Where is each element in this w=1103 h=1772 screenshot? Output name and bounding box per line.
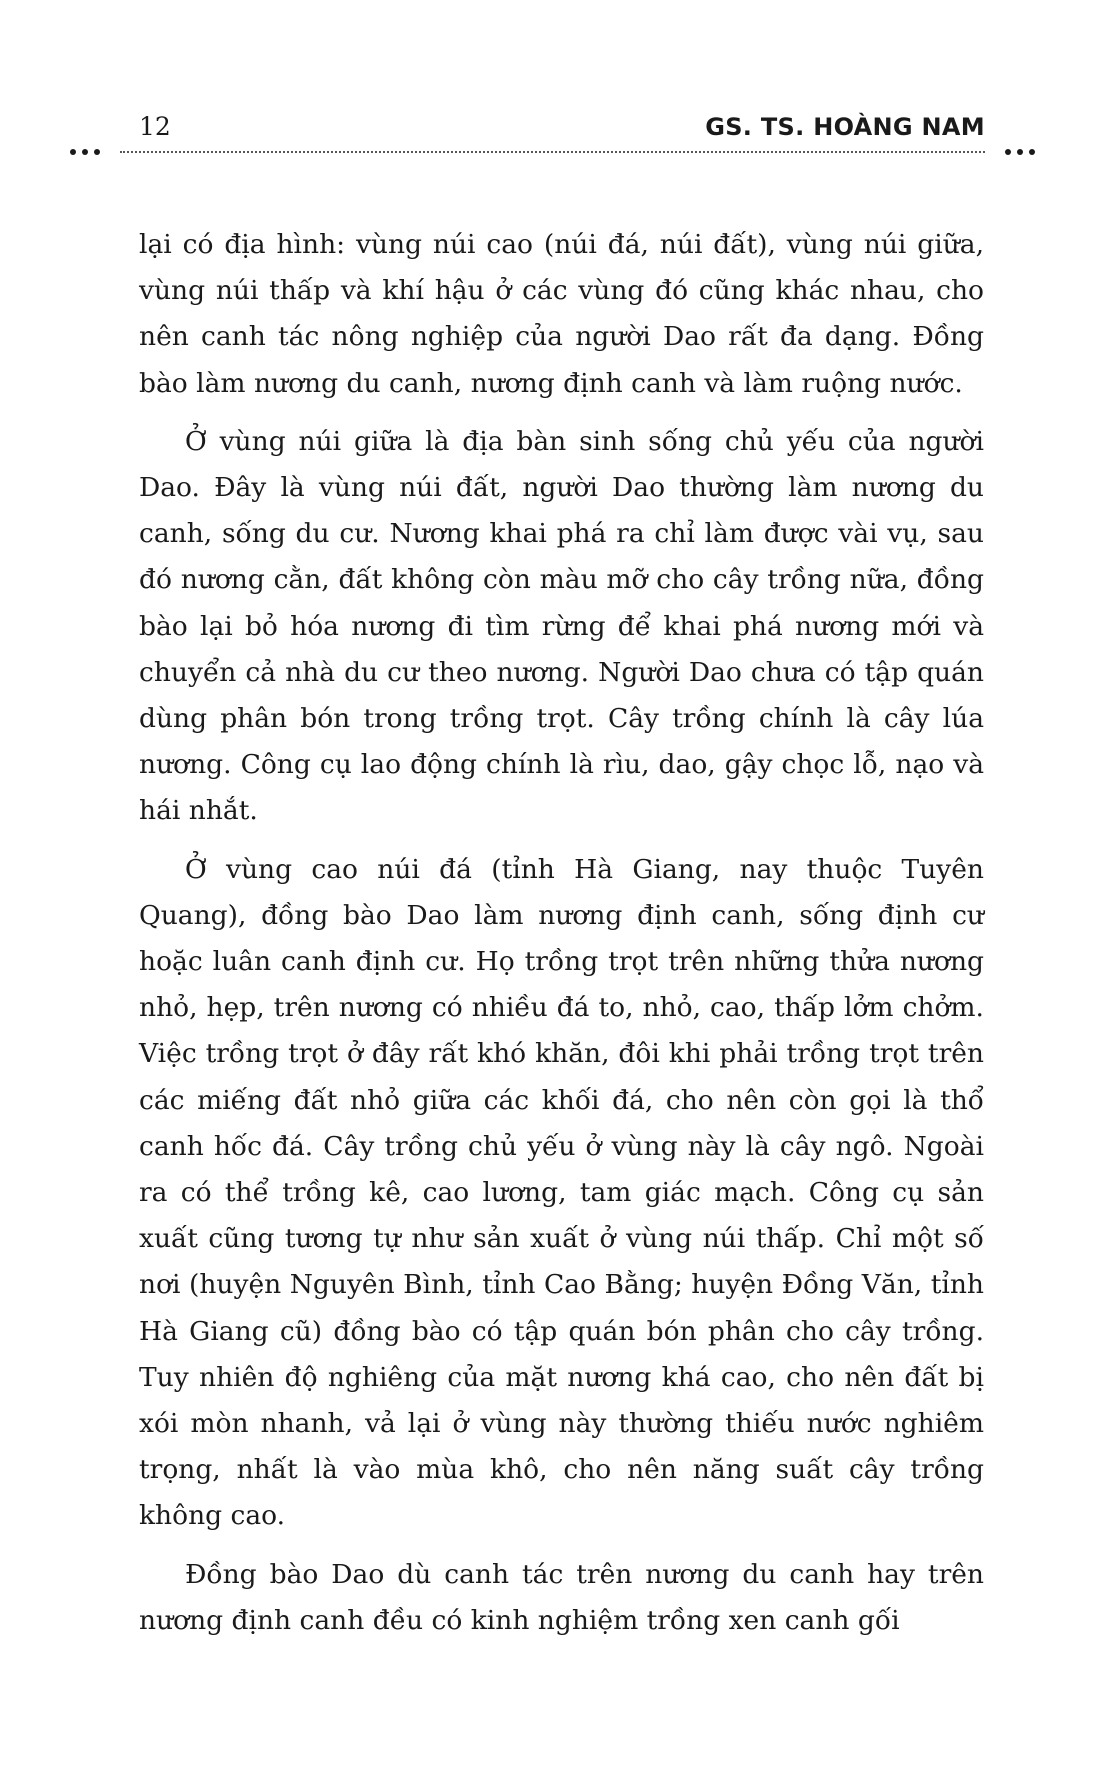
paragraph: Đồng bào Dao dù canh tác trên nương du canh hay trên nương định canh đều có kinh nghiệm trồng xen canh gối: [139, 1558, 984, 1636]
rule-dots-left: [70, 149, 100, 155]
header-rule: [70, 148, 1035, 156]
page-header: [70, 112, 1035, 152]
paragraph: Ở vùng núi giữa là địa bàn sinh sống chủ yếu của người Dao. Đây là vùng núi đất, người Dao thường làm nương du canh, sống du cư. Nương khai phá ra chỉ làm được vài vụ, sau đó nương cằn, đất không còn màu mỡ cho cây trồng nữa, đồng bào lại bỏ hóa nương đi tìm rừng để khai phá nương mới và chuyển cả nhà du cư theo nương. Người Dao chưa có tập quán dùng phân bón trong trồng trọt. Cây trồng chính là cây lúa nương. Công cụ lao động chính là rìu, dao, gậy chọc lỗ, nạo và hái nhắt.: [139, 425, 984, 827]
rule-dotted-line: [120, 151, 985, 153]
running-head: GS. TS. HOÀNG NAM: [705, 113, 985, 141]
paragraph: Ở vùng cao núi đá (tỉnh Hà Giang, nay thuộc Tuyên Quang), đồng bào Dao làm nương định canh, sống định cư hoặc luân canh định cư. Họ trồng trọt trên những thửa nương nhỏ, hẹp, trên nương có nhiều đá to, nhỏ, cao, thấp lởm chởm. Việc trồng trọt ở đây rất khó khăn, đôi khi phải trồng trọt trên các miếng đất nhỏ giữa các khối đá, cho nên còn gọi là thổ canh hốc đá. Cây trồng chủ yếu ở vùng này là cây ngô. Ngoài ra có thể trồng kê, cao lương, tam giác mạch. Công cụ sản xuất cũng tương tự như sản xuất ở vùng núi thấp. Chỉ một số nơi (huyện Nguyên Bình, tỉnh Cao Bằng; huyện Đồng Văn, tỉnh Hà Giang cũ) đồng bào có tập quán bón phân cho cây trồng. Tuy nhiên độ nghiêng của mặt nương khá cao, cho nên đất bị xói mòn nhanh, vả lại ở vùng này thường thiếu nước nghiêm trọng, nhất là vào mùa khô, cho nên năng suất cây trồng không cao.: [139, 853, 984, 1532]
page-number: 12: [139, 112, 171, 141]
rule-dots-right: [1005, 149, 1035, 155]
body-text: [139, 222, 984, 1656]
paragraph: lại có địa hình: vùng núi cao (núi đá, núi đất), vùng núi giữa, vùng núi thấp và khí hậu ở các vùng đó cũng khác nhau, cho nên canh tác nông nghiệp của người Dao rất đa dạng. Đồng bào làm nương du canh, nương định canh và làm ruộng nước.: [139, 229, 984, 399]
